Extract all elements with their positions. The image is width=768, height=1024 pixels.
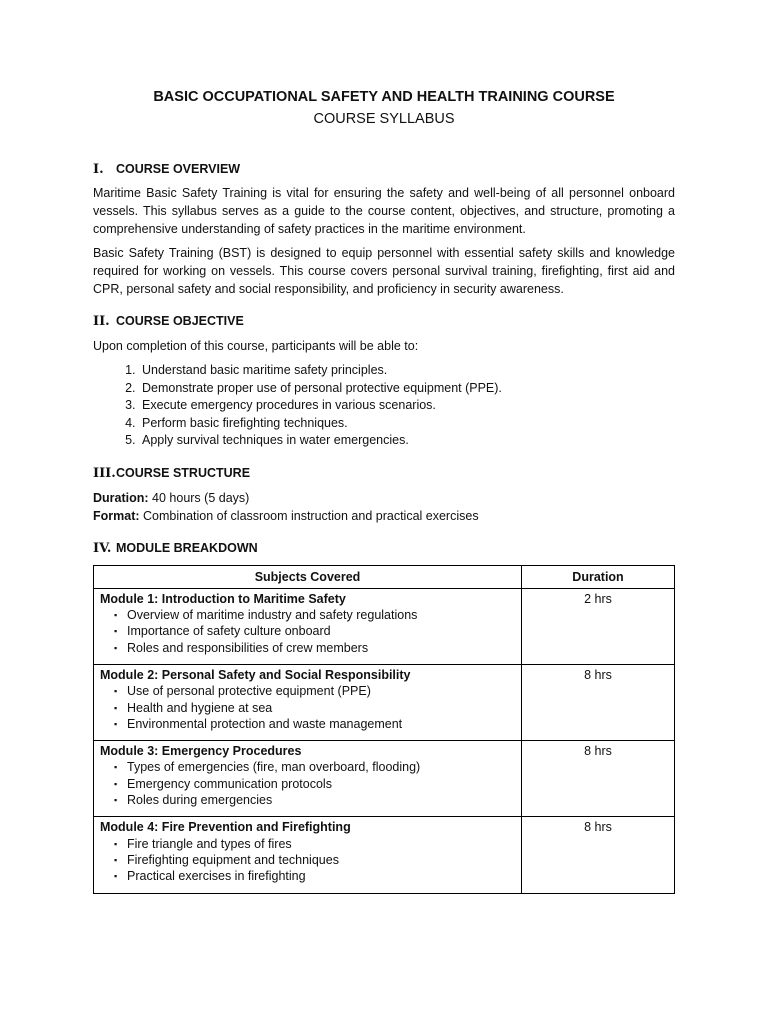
section-title: COURSE OBJECTIVE: [116, 314, 244, 328]
module-topics: [100, 759, 515, 814]
module-title: Module 1: Introduction to Maritime Safety: [100, 591, 346, 606]
list-item: ▪ Overview of maritime industry and safety regulations: [114, 607, 515, 623]
table-header-row: [94, 565, 675, 588]
module-cell: [94, 817, 522, 893]
section-title: COURSE OVERVIEW: [116, 162, 241, 176]
module-title: Module 4: Fire Prevention and Firefighting: [100, 820, 351, 835]
list-item: ▪ Fire triangle and types of fires: [114, 836, 515, 852]
objective-intro: Upon completion of this course, participants will be able to:: [93, 339, 419, 353]
section-numeral: I.: [93, 162, 104, 177]
module-title: Module 3: Emergency Procedures: [100, 744, 302, 759]
format-line: [93, 507, 675, 525]
list-item: ▪ Use of personal protective equipment (PPE): [114, 683, 515, 699]
list-item: ▪ Importance of safety culture onboard: [114, 623, 515, 639]
module-duration: 2 hrs: [522, 588, 675, 664]
list-item: ▪ Health and hygiene at sea: [114, 700, 515, 716]
list-item: 2. Demonstrate proper use of personal protective equipment (PPE).: [139, 380, 675, 398]
list-item: 1. Understand basic maritime safety principles.: [139, 362, 675, 380]
module-title: Module 2: Personal Safety and Social Responsibility: [100, 667, 411, 682]
list-item: 5. Apply survival techniques in water emergencies.: [139, 432, 675, 450]
format-label: Format:: [93, 508, 140, 523]
module-cell: [94, 664, 522, 740]
module-table: [93, 565, 675, 894]
list-item: ▪ Emergency communication protocols: [114, 776, 515, 792]
section-title: COURSE STRUCTURE: [116, 465, 251, 480]
module-topics: [100, 683, 515, 738]
list-item: ▪ Types of emergencies (fire, man overboard, flooding): [114, 759, 515, 775]
table-row: [94, 817, 675, 893]
list-item: ▪ Firefighting equipment and techniques: [114, 852, 515, 868]
column-header-duration: Duration: [522, 565, 675, 588]
document-title: BASIC OCCUPATIONAL SAFETY AND HEALTH TRAINING COURSE: [153, 89, 615, 105]
module-duration: 8 hrs: [522, 741, 675, 817]
module-cell: [94, 588, 522, 664]
overview-paragraph: Maritime Basic Safety Training is vital for ensuring the safety and well-being of all personnel onboard vessels. This syllabus serves as a guide to the course content, objectives, and structure, promoting a comprehensive understanding of safety practices in the maritime environment.: [93, 186, 675, 236]
table-row: [94, 588, 675, 664]
section-numeral: II.: [93, 314, 110, 329]
section-heading-modules: [93, 539, 675, 558]
document-subtitle: COURSE SYLLABUS: [313, 111, 455, 127]
module-topics: [100, 836, 515, 891]
column-header-subjects: Subjects Covered: [94, 565, 522, 588]
module-topics: [100, 607, 515, 662]
table-row: [94, 741, 675, 817]
format-value: Combination of classroom instruction and practical exercises: [139, 508, 479, 523]
section-heading-overview: [93, 160, 675, 179]
duration-line: [93, 489, 675, 507]
section-numeral: III.: [93, 465, 116, 481]
overview-paragraph: Basic Safety Training (BST) is designed to equip personnel with essential safety skills and knowledge required for working on vessels. This course covers personal survival training, firefighting, first aid and CPR, personal safety and social responsibility, and proficiency in security awareness.: [93, 246, 675, 296]
section-numeral: IV.: [93, 540, 112, 556]
list-item: 4. Perform basic firefighting techniques.: [139, 415, 675, 433]
objective-list: [93, 362, 675, 450]
section-title: MODULE BREAKDOWN: [116, 540, 258, 555]
table-row: [94, 664, 675, 740]
document-body: [93, 160, 675, 894]
list-item: 3. Execute emergency procedures in various scenarios.: [139, 397, 675, 415]
duration-label: Duration:: [93, 490, 149, 505]
list-item: ▪ Practical exercises in firefighting: [114, 868, 515, 884]
list-item: ▪ Roles and responsibilities of crew members: [114, 640, 515, 656]
list-item: ▪ Environmental protection and waste management: [114, 716, 515, 732]
module-duration: 8 hrs: [522, 817, 675, 893]
module-duration: 8 hrs: [522, 664, 675, 740]
list-item: ▪ Roles during emergencies: [114, 792, 515, 808]
module-cell: [94, 741, 522, 817]
section-heading-structure: [93, 464, 675, 483]
duration-value: 40 hours (5 days): [148, 490, 250, 505]
section-heading-objective: [93, 312, 675, 331]
